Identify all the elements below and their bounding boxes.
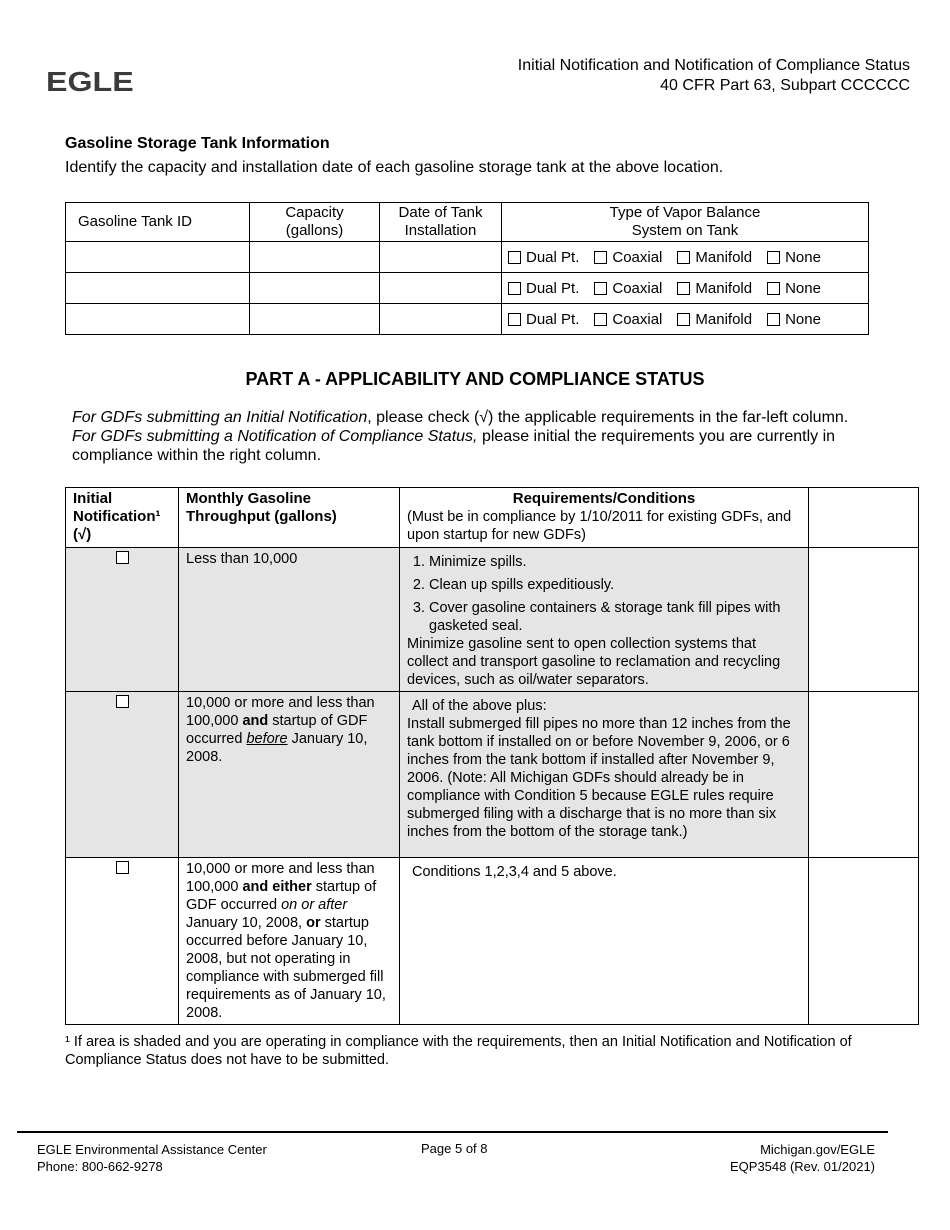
manifold-checkbox[interactable]: [677, 313, 690, 326]
egle-logo: EGLE: [46, 66, 134, 97]
tank-row: Dual Pt. Coaxial Manifold None: [66, 273, 869, 304]
row1-checkbox[interactable]: [116, 551, 129, 564]
row1-requirements: 1. Minimize spills. 2. Clean up spills expeditiously. 3. Cover gasoline containers & storage tank fill pipes with gasketed seal. Minimize gasoline sent to open collection systems that collect and transport gasoline to reclamation and recycling devices, such as oil/water separators.: [400, 548, 809, 692]
none-checkbox[interactable]: [767, 282, 780, 295]
row2-checkbox[interactable]: [116, 695, 129, 708]
col-tank-id: Gasoline Tank ID: [66, 203, 250, 242]
manifold-checkbox[interactable]: [677, 251, 690, 264]
tank-id-input[interactable]: [66, 242, 250, 273]
table-row: [66, 692, 919, 858]
footer-right: Michigan.gov/EGLE EQP3548 (Rev. 01/2021): [729, 1142, 875, 1174]
col-install-date: Date of Tank Installation: [380, 203, 502, 242]
document-header: [518, 56, 910, 96]
dual-pt-checkbox[interactable]: [508, 313, 521, 326]
col-requirements: Requirements/Conditions (Must be in compliance by 1/10/2011 for existing GDFs, and upon startup for new GDFs): [400, 488, 809, 548]
dual-pt-checkbox[interactable]: [508, 282, 521, 295]
tank-row: Dual Pt. Coaxial Manifold None: [66, 304, 869, 335]
tank-table: [65, 202, 869, 335]
col-capacity: Capacity (gallons): [250, 203, 380, 242]
col-monthly-throughput: Monthly Gasoline Throughput (gallons): [179, 488, 400, 548]
part-a-title: PART A - APPLICABILITY AND COMPLIANCE STATUS: [245, 369, 705, 389]
row3-checkbox[interactable]: [116, 861, 129, 874]
table-row: [66, 858, 919, 1025]
row3-throughput: 10,000 or more and less than 100,000 and either startup of GDF occurred on or after January 10, 2008, or startup occurred before January 10, 2008, but not operating in compliance with submerged fill requirements as of January 10, 2008.: [179, 858, 400, 1025]
col-compliance-initials: [809, 488, 919, 548]
row2-throughput: 10,000 or more and less than 100,000 and startup of GDF occurred before January 10, 2008.: [179, 692, 400, 858]
tank-section-title: Gasoline Storage Tank Information: [65, 135, 330, 152]
col-vapor-type: Type of Vapor Balance System on Tank: [502, 203, 869, 242]
capacity-input[interactable]: [250, 304, 380, 335]
coaxial-checkbox[interactable]: [594, 313, 607, 326]
row3-initials[interactable]: [809, 858, 919, 1025]
row1-throughput: Less than 10,000: [179, 548, 400, 692]
coaxial-checkbox[interactable]: [594, 282, 607, 295]
footer-divider: [17, 1131, 888, 1133]
install-date-input[interactable]: [380, 242, 502, 273]
install-date-input[interactable]: [380, 273, 502, 304]
page-number: Page 5 of 8: [421, 1141, 488, 1156]
capacity-input[interactable]: [250, 242, 380, 273]
table-row: [66, 548, 919, 692]
tank-id-input[interactable]: [66, 304, 250, 335]
install-date-input[interactable]: [380, 304, 502, 335]
footer-left: EGLE Environmental Assistance Center Phone: 800-662-9278: [37, 1142, 267, 1174]
tank-section-description: Identify the capacity and installation date of each gasoline storage tank at the above location.: [65, 159, 724, 176]
requirements-table: [65, 487, 919, 1025]
row1-initials[interactable]: [809, 548, 919, 692]
capacity-input[interactable]: [250, 273, 380, 304]
tank-id-input[interactable]: [66, 273, 250, 304]
row2-initials[interactable]: [809, 692, 919, 858]
part-a-intro: For GDFs submitting an Initial Notification, please check (√) the applicable requirements in the far-left column. For GDFs submitting a Notification of Compliance Status, please initial the requirements you are currently in compliance within the right column.: [72, 409, 849, 464]
none-checkbox[interactable]: [767, 313, 780, 326]
row3-requirements: Conditions 1,2,3,4 and 5 above.: [400, 858, 809, 1025]
coaxial-checkbox[interactable]: [594, 251, 607, 264]
row2-requirements: All of the above plus: Install submerged fill pipes no more than 12 inches from the tank bottom if installed on or before November 9, 2006, or 6 inches from the tank bottom if installed after November 9, 2006. (Note: All Michigan GDFs should already be in compliance with Condition 5 because EGLE rules require submerged filing with a discharge that is no more than six inches from the bottom of the storage tank.): [400, 692, 809, 858]
none-checkbox[interactable]: [767, 251, 780, 264]
header-title: Initial Notification and Notification of Compliance Status: [517, 57, 910, 74]
col-initial-notification: Initial Notification¹ (√): [66, 488, 179, 548]
manifold-checkbox[interactable]: [677, 282, 690, 295]
tank-row: Dual Pt. Coaxial Manifold None: [66, 242, 869, 273]
header-regulation: 40 CFR Part 63, Subpart CCCCCC: [660, 77, 910, 94]
footnote: ¹ If area is shaded and you are operating in compliance with the requirements, then an Initial Notification and Notification of Compliance Status does not have to be submitted.: [65, 1034, 852, 1068]
dual-pt-checkbox[interactable]: [508, 251, 521, 264]
